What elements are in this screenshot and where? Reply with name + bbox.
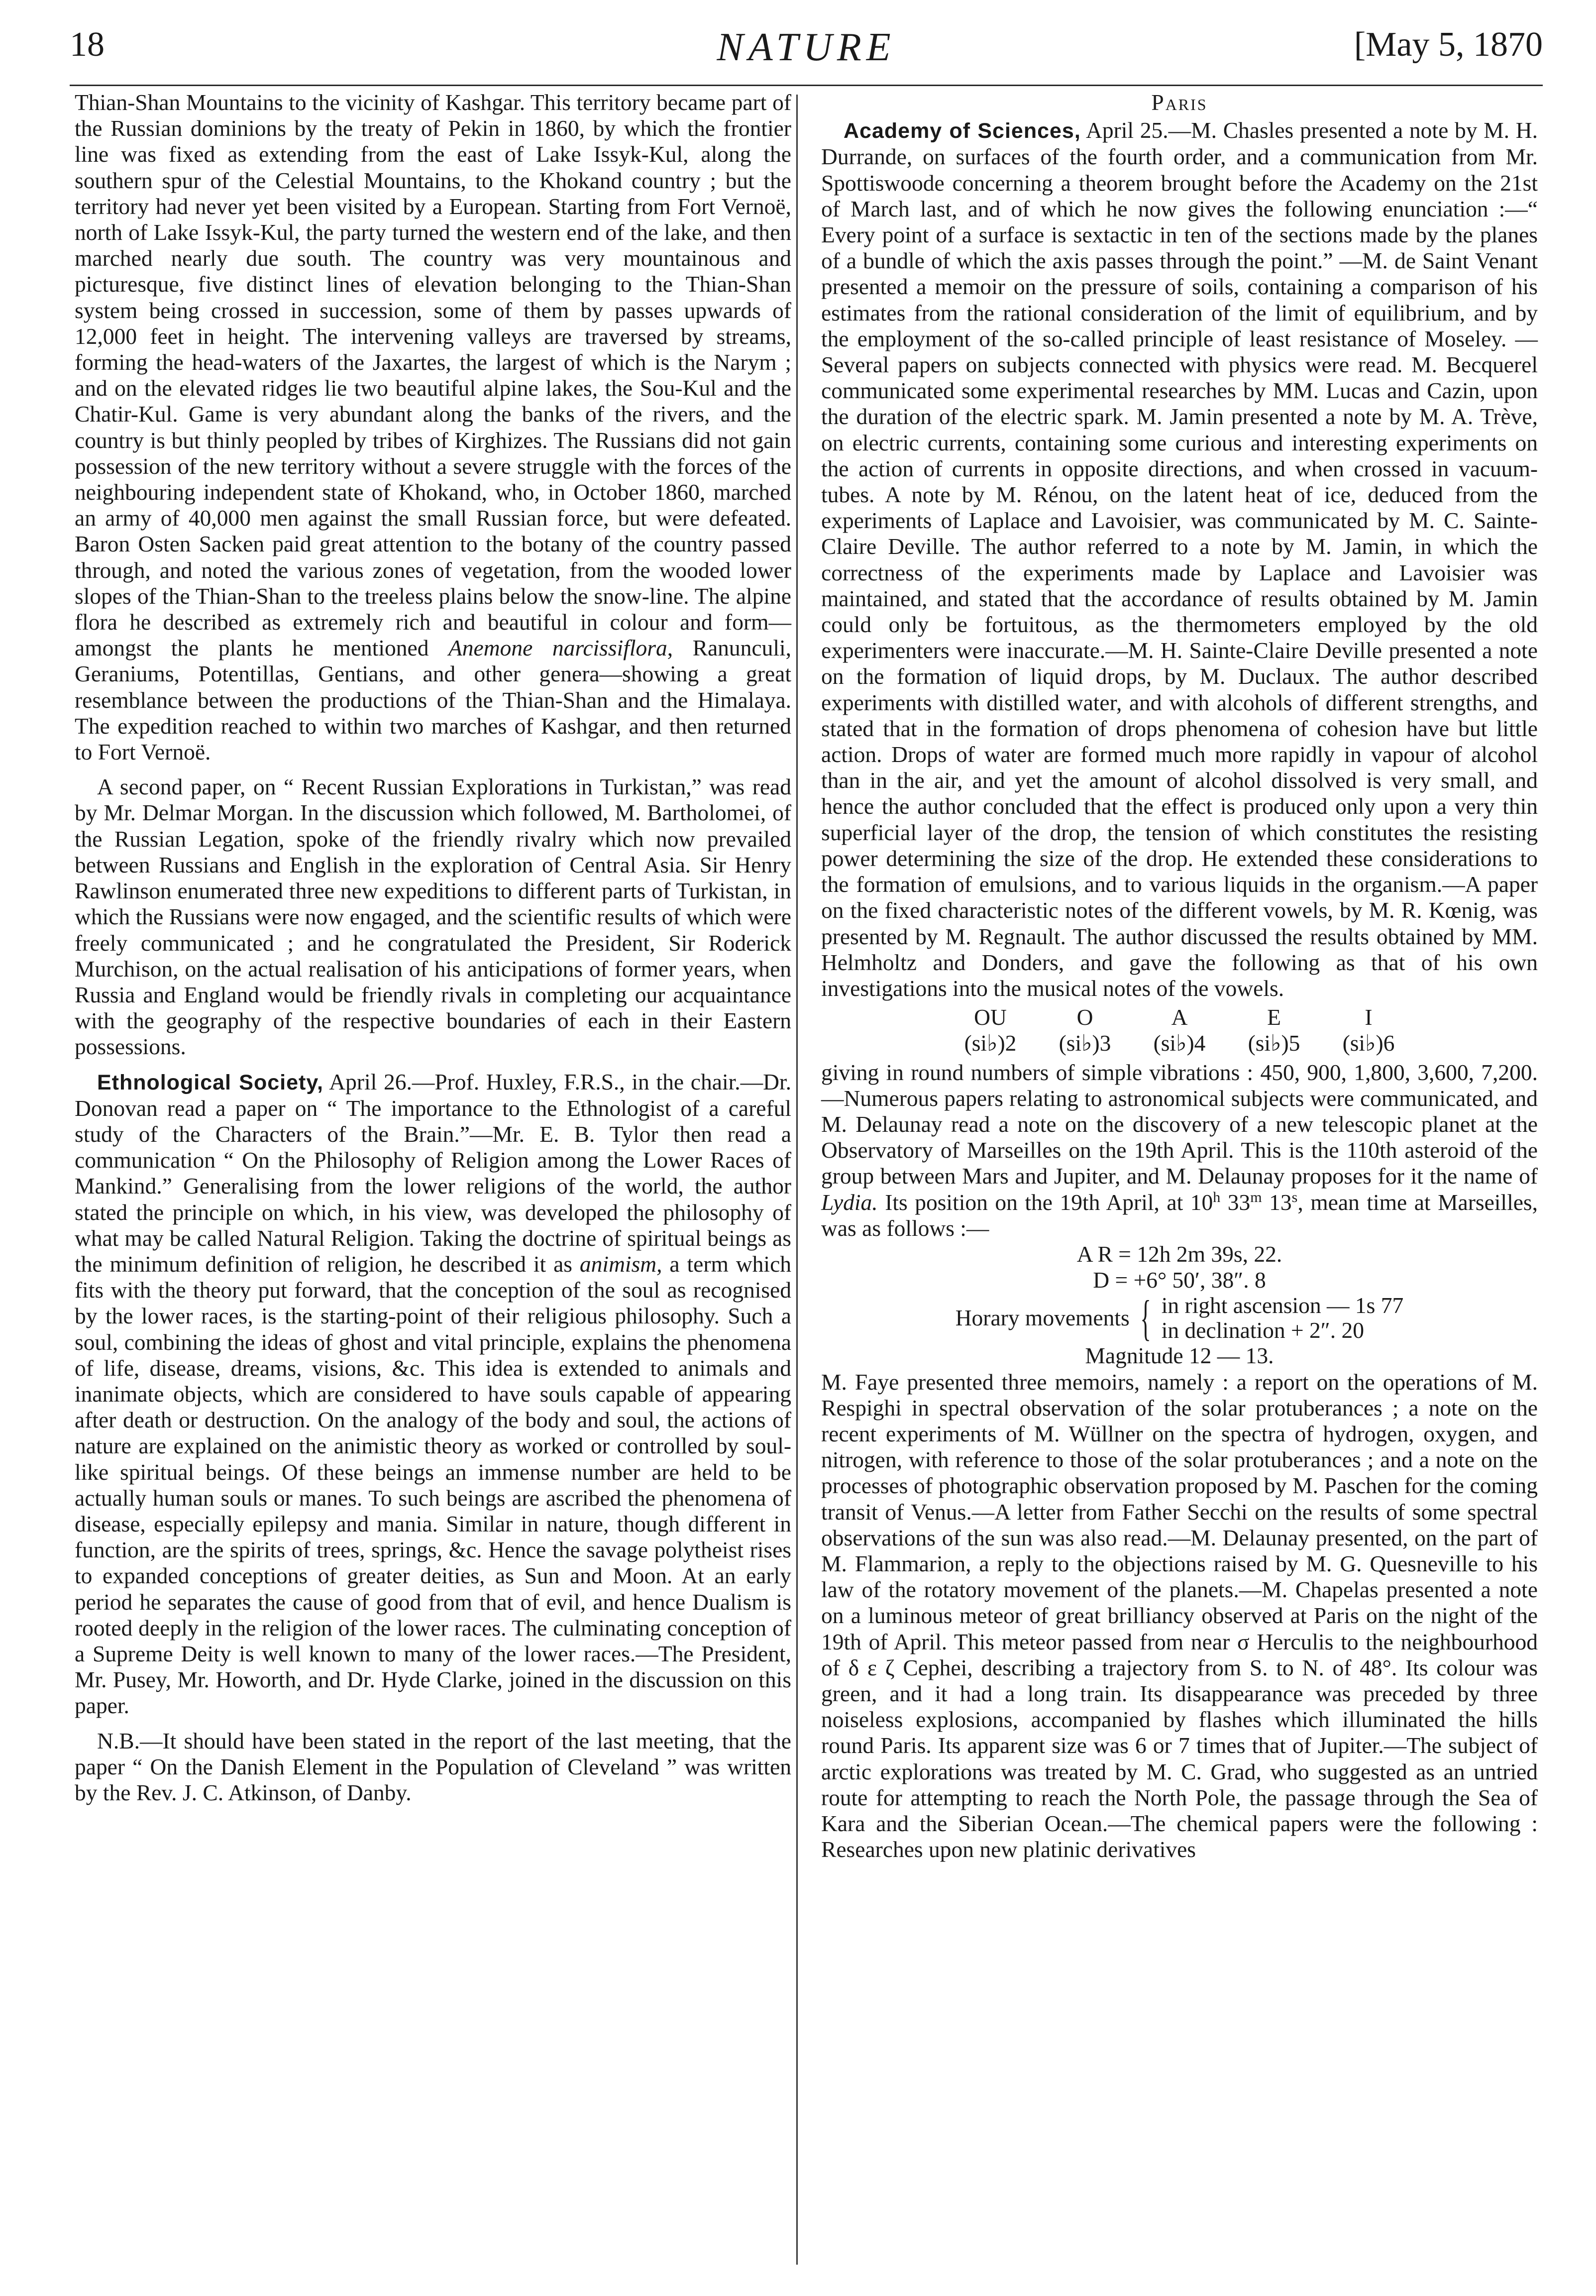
russian-explorations-paragraph: A second paper, on “ Recent Russian Explorations in Turkistan,” was read by Mr. Delmar Morgan. In the discussion which followed, M. Bartholomei, of the Russian Legation, spoke of the friendly rivalry which now prevailed between Russians and English in the exploration of Central Asia. Sir Henry Rawlinson enumerated three new expeditions to different parts of Turkistan, in which the Russians were now engaged, and the scientific results of which were freely communicated ; and he congratulated the President, Sir Roderick Murchison, on the actual realisation of his anticipations of former years, when Russia and England would be friendly rivals in completing our acquaintance with the geography of the respective boundaries of each in their Eastern possessions. xyxy=(75,774,791,1060)
page-header xyxy=(70,25,1543,80)
nb-paragraph: N.B.—It should have been stated in the report of the last meeting, that the paper “ On the Danish Element in the Population of Cleveland ” was written by the Rev. J. C. Atkinson, of Danby. xyxy=(75,1728,791,1805)
horary-ascension: in right ascension — 1s 77 xyxy=(1161,1293,1404,1318)
magnitude-line: Magnitude 12 — 13. xyxy=(1085,1343,1274,1369)
horary-label: Horary movements xyxy=(955,1305,1130,1331)
vowel-notes-table xyxy=(821,1004,1538,1056)
vowel-cell: A xyxy=(1171,1004,1188,1030)
column-divider xyxy=(796,95,798,2265)
position-text: Its position on the 19th April, at 10 xyxy=(877,1189,1213,1215)
seconds-value: 13 xyxy=(1262,1189,1292,1215)
academy-paragraph xyxy=(821,117,1538,1001)
geography-text-tail: , Ranunculi, Geraniums, Potentillas, Gentians, and other genera—showing a great resemblance between the productions of the Thian-Shan and the Himalaya. The expedition reached to within two marches of Kashgar, and then returned to Fort Vernoë. xyxy=(75,635,791,765)
ethnological-text-tail: a term which fits with the theory put forward, that the conception of the soul as recognised by the lower races, is the starting-point of their religious philosophy. Such a soul, combining the ideas of ghost and vital principle, explains the phenomena of life, disease, dreams, visions, &c. This idea is extended to animals and inanimate objects, which are considered to have souls capable of appearing after death or destruction. On the analogy of the body and soul, the actions of nature are explained on the animistic theory as worked or controlled by soul-like spiritual beings. Of these beings an immense number are held to be actually human souls or manes. To such beings are ascribed the phenomena of disease, especially epilepsy and mania. Similar in nature, though different in function, are the spirits of trees, springs, &c. Hence the savage polytheist rises to expanded conceptions of greater deities, as Sun and Moon. At an early period he separates the cause of good from that of evil, and hence Dualism is rooted deeply in the religion of the lower races. The culminating conception of a Supreme Deity is well known to many of the lower races.—The President, Mr. Pusey, Mr. Howorth, and Dr. Hyde Clarke, joined in the discussion on this paper. xyxy=(75,1251,792,1719)
note-row xyxy=(821,1030,1538,1056)
brace-glyph: { xyxy=(1140,1290,1151,1346)
ethnological-society-heading: Ethnological Society, xyxy=(97,1070,323,1094)
geography-text: Thian-Shan Mountains to the vicinity of Kashgar. This territory became part of the Russian dominions by the treaty of Pekin in 1860, by which the frontier line was fixed as extending from the east of Lake Issyk-Kul, along the southern spur of the Celestial Mountains, to the Khokand country ; but the territory had never yet been visited by a European. Starting from Fort Vernoë, north of Lake Issyk-Kul, the party turned the western end of the lake, and then marched nearly due south. The country was very mountainous and picturesque, five distinct lines of elevation belonging to the Thian-Shan system being crossed in succession, some of them by passes upwards of 12,000 feet in height. The intervening valleys are traversed by streams, forming the head-waters of the Jaxartes, the largest of which is the Narym ; and on the elevated ridges lie two beautiful alpine lakes, the Sou-Kul and the Chatir-Kul. Game is very abundant along the banks of the rivers, and the country is but thinly peopled by tribes of Kirghizes. The Russians did not gain possession of the new territory without a severe struggle with the forces of the neighbouring independent state of Khokand, who, in October 1860, marched an army of 40,000 men against the small Russian force, but were defeated. Baron Osten Sacken paid great attention to the botany of the country passed through, and noted the various zones of vegetation, from the wooded lower slopes of the Thian-Shan to the treeless plains below the snow-line. The alpine flora he described as extremely rich and beautiful in colour and form—amongst the plants he mentioned xyxy=(75,90,791,661)
hours-superscript: h xyxy=(1213,1189,1221,1205)
animism-italic: animism, xyxy=(579,1251,662,1277)
note-cell: (si♭)3 xyxy=(1059,1030,1111,1056)
vowel-row xyxy=(821,1004,1538,1030)
ethnological-paragraph xyxy=(75,1069,791,1719)
left-column xyxy=(75,90,791,1806)
note-cell: (si♭)5 xyxy=(1248,1030,1300,1056)
note-cell: (si♭)6 xyxy=(1342,1030,1395,1056)
asteroid-paragraph xyxy=(821,1060,1538,1241)
note-cell: (si♭)4 xyxy=(1153,1030,1206,1056)
lydia-italic: Lydia. xyxy=(821,1189,878,1215)
plant-name-italic: Anemone narcissiflora xyxy=(448,635,667,661)
academy-text: April 25.—M. Chasles presented a note by M. H. Durrande, on surfaces of the fourth order, and a communication from Mr. Spottiswoode concerning a theorem brought before the Academy on the 21st of March last, and of which he now gives the following enunciation :—“ Every point of a surface is sextactic in ten of the sections made by the planes of a bundle of which the axis passes through the point.” —M. de Saint Venant presented a memoir on the pressure of soils, containing a comparison of his estimates from the rational consideration of the limit of equilibrium, and by the employment of the so-called principle of least resistance of Moseley. —Several papers on subjects connected with physics were read. M. Becquerel communicated some experimental researches by MM. Lucas and Cazin, upon the duration of the electric spark. M. Jamin presented a note by M. A. Trève, on electric currents, containing some curious and interesting experiments on the action of currents in opposite directions, and when crossed in vacuum-tubes. A note by M. Rénou, on the latent heat of ice, deduced from the experiments of Laplace and Lavoisier, was communicated by M. C. Sainte-Claire Deville. The author referred to a note by M. Jamin, in which the correctness of the experiments made by Laplace and Lavoisier was maintained, and stated that the accordance of results obtained by M. Jamin could only be fortuitous, as the thermometers employed by the old experimenters were inaccurate.—M. H. Sainte-Claire Deville presented a note on the formation of liquid drops, by M. Duclaux. The author described experiments with distilled water, and with alcohols of different strengths, and stated that in the formation of drops phenomena of cohesion have but little action. Drops of water are formed much more rapidly in vapour of alcohol than in the air, and yet the amount of alcohol dissolved is very small, and hence the author concluded that the effect is produced only upon a very thin superficial layer of the drop, the tension of which constitutes the resisting power determining the size of the drop. He extended these considerations to the formation of emulsions, and to various liquids in the organism.—A paper on the fixed characteristic notes of the different vowels, by M. R. Kœnig, was presented by M. Regnault. The author discussed the results obtained by MM. Helmholtz and Donders, and gave the following as that of his own investigations into the musical notes of the vowels. xyxy=(821,117,1538,1001)
asteroid-text: giving in round numbers of simple vibrations : 450, 900, 1,800, 3,600, 7,200.—Numerous papers relating to astronomical subjects were communicated, and M. Delaunay read a note on the discovery of a new telescopic planet at the Observatory of Marseilles on the 19th April. This is the 110th asteroid of the group between Mars and Jupiter, and M. Delaunay proposes for it the name of xyxy=(821,1059,1538,1189)
seconds-superscript: s xyxy=(1291,1189,1298,1205)
geography-paragraph xyxy=(75,90,791,765)
vowel-cell: O xyxy=(1076,1004,1093,1030)
vowel-cell: E xyxy=(1267,1004,1281,1030)
declination-line: D = +6° 50′, 38″. 8 xyxy=(1093,1267,1266,1293)
horary-movements xyxy=(821,1290,1538,1346)
vowel-cell: I xyxy=(1365,1004,1373,1030)
vowel-cell: OU xyxy=(974,1004,1007,1030)
issue-date: [May 5, 1870 xyxy=(1354,25,1543,64)
paris-heading: Paris xyxy=(1151,90,1208,115)
page-number: 18 xyxy=(70,25,105,64)
journal-title: NATURE xyxy=(717,25,896,69)
minutes-value: 33 xyxy=(1220,1189,1251,1215)
academy-of-sciences-heading: Academy of Sciences, xyxy=(844,119,1081,143)
horary-lines xyxy=(1162,1293,1404,1343)
ethnological-text: April 26.—Prof. Huxley, F.R.S., in the chair.—Dr. Donovan read a paper on “ The importance to the Ethnologist of a careful study of the Characters of the Brain.”—Mr. E. B. Tylor then read a communication “ On the Philosophy of Religion among the Lower Races of Mankind.” Generalising from the lower religions of the world, the author stated the principle on which, in his view, was developed the philosophy of what may be called Natural Religion. Taking the doctrine of spiritual beings as the minimum definition of religion, he described it as xyxy=(75,1069,791,1277)
right-column xyxy=(821,90,1538,1862)
faye-paragraph: M. Faye presented three memoirs, namely : a report on the operations of M. Respighi in spectral observation of the solar protuberances ; a note on the recent experiments of M. Wüllner on the spectra of hydrogen, oxygen, and nitrogen, with reference to those of the solar protuberances ; and a note on the processes of photographic observation proposed by M. Paschen for the coming transit of Venus.—A letter from Father Secchi on the results of some spectral observations of the sun was also read.—M. Delaunay presented, on the part of M. Flammarion, a reply to the objections raised by M. G. Quesneville to his law of the rotatory movement of the planets.—M. Chapelas presented a note on a luminous meteor of great brilliancy observed at Paris on the night of the 19th of April. This meteor passed from near σ Herculis to the neighbourhood of δ ε ζ Cephei, describing a trajectory from S. to N. of 48°. Its colour was green, and it had a long train. Its disappearance was preceded by three noiseless explosions, accompanied by flashes which illuminated the hills round Paris. Its apparent size was 6 or 7 times that of Jupiter.—The subject of arctic explorations was treated by M. C. Grad, who suggested as an untried route for attempting to reach the North Pole, the passage through the Sea of Kara and the Siberian Ocean.—The chemical papers were the following : Researches upon new platinic derivatives xyxy=(821,1369,1538,1862)
minutes-superscript: m xyxy=(1250,1189,1262,1205)
position-text-tail: , mean time at Marseilles, was as follows :— xyxy=(821,1189,1538,1241)
horary-declination: in declination + 2″. 20 xyxy=(1161,1317,1364,1343)
note-cell: (si♭)2 xyxy=(964,1030,1017,1056)
right-ascension-line: A R = 12h 2m 39s, 22. xyxy=(1076,1241,1282,1267)
header-rule xyxy=(70,85,1543,86)
